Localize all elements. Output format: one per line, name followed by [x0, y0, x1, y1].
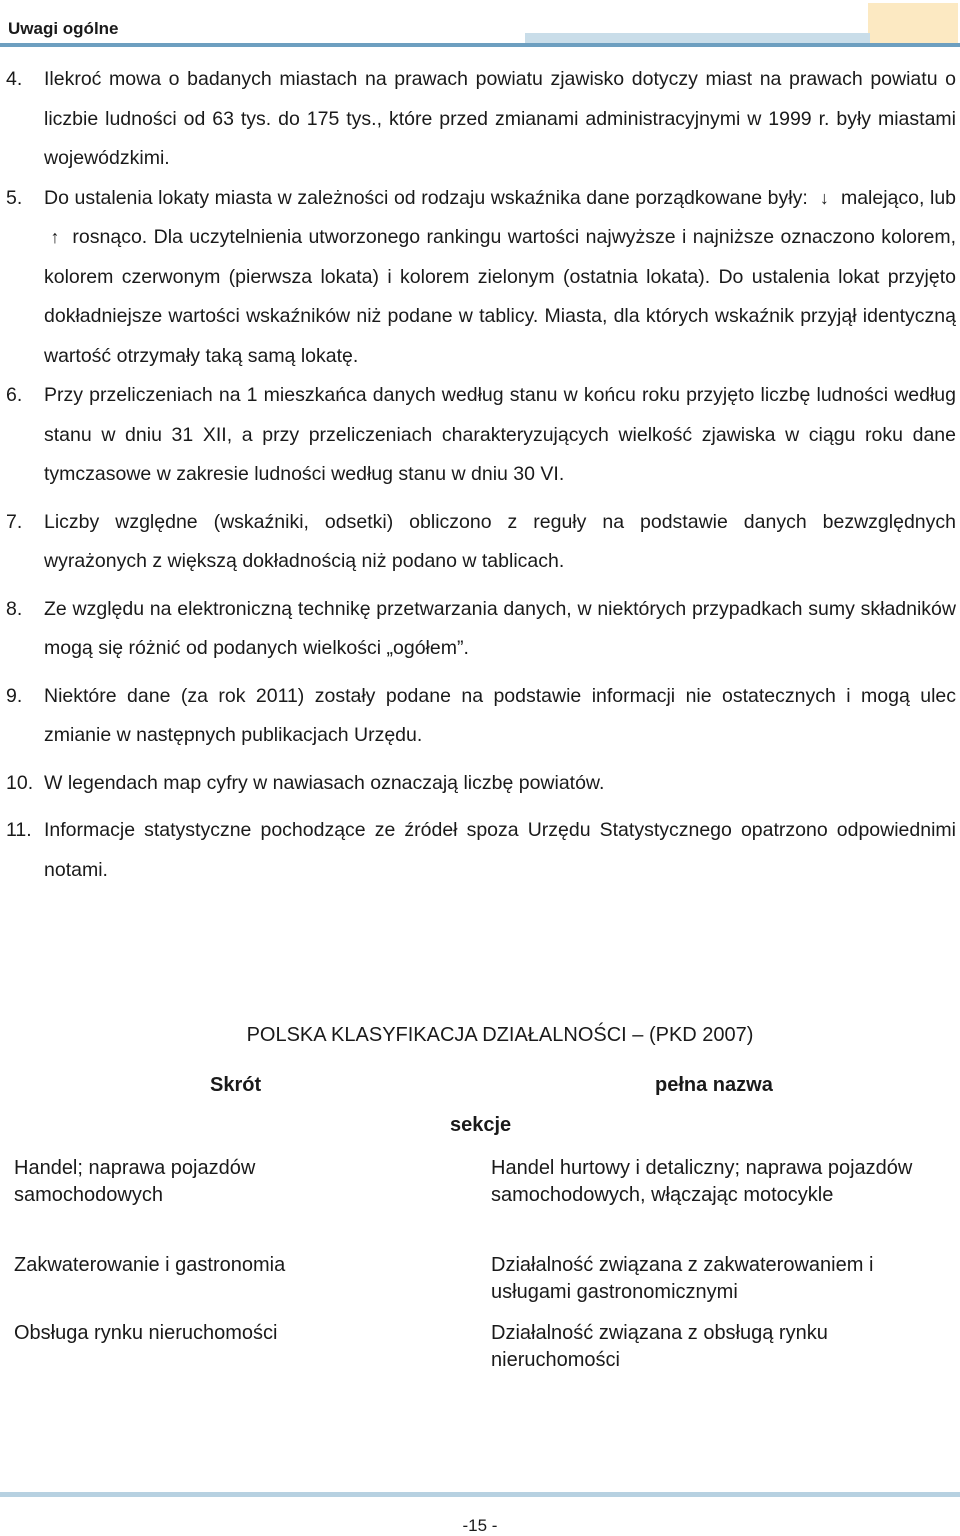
- note-8: [0, 590, 960, 669]
- pkd-full-name: Działalność związana z obsługą rynku nieruchomości: [491, 1322, 828, 1371]
- note-number: 5.: [6, 186, 23, 209]
- header-accent-bar: [525, 33, 870, 43]
- pkd-short-name: Handel; naprawa pojazdów samochodowych: [14, 1157, 256, 1206]
- note-9: [0, 677, 960, 756]
- note-text: Informacje statystyczne pochodzące ze źródeł spoza Urzędu Statystycznego opatrzono odpowiednimi notami.: [44, 819, 956, 881]
- arrow-up-icon: ↑: [50, 227, 60, 247]
- note-11: [0, 811, 960, 890]
- header-accent-box: [868, 3, 958, 43]
- pkd-full-name: Handel hurtowy i detaliczny; naprawa pojazdów samochodowych, włączając motocykle: [491, 1157, 913, 1206]
- pkd-full-name: Działalność związana z zakwaterowaniem i usługami gastronomicznymi: [491, 1254, 874, 1303]
- notes-list: [0, 60, 960, 890]
- note-10: [0, 764, 960, 804]
- note-text: malejąco, lub: [840, 186, 957, 209]
- header-rule: [0, 43, 960, 47]
- note-number: 11.: [6, 819, 32, 841]
- note-number: 8.: [6, 597, 23, 620]
- pkd-short-name: Zakwaterowanie i gastronomia: [14, 1254, 286, 1276]
- pkd-title: POLSKA KLASYFIKACJA DZIAŁALNOŚCI – (PKD 2007): [246, 1024, 754, 1046]
- note-number: 7.: [6, 510, 23, 533]
- note-text: Ze względu na elektroniczną technikę przetwarzania danych, w niektórych przypadkach sumy składników mogą się różnić od podanych wielkości „ogółem”.: [44, 597, 956, 659]
- section-title: Uwagi ogólne: [8, 19, 119, 38]
- sections-label: sekcje: [450, 1114, 512, 1136]
- note-5: [0, 179, 960, 377]
- column-header-short: Skrót: [210, 1074, 262, 1096]
- arrow-down-icon: ↓: [819, 187, 829, 208]
- note-text: Przy przeliczeniach na 1 mieszkańca danych według stanu w końcu roku przyjęto liczbę ludności według stanu w dniu 31 XII, a przy przeliczeniach charakteryzujących wielkość zjawiska w ciągu roku dane tymczasowe w zakresie ludności według stanu w dniu 30 VI.: [44, 384, 956, 485]
- note-number: 9.: [6, 684, 23, 707]
- page-number: -15 -: [462, 1516, 498, 1535]
- note-number: 10.: [6, 771, 34, 794]
- note-text: Ilekroć mowa o badanych miastach na prawach powiatu zjawisko dotyczy miast na prawach powiatu o liczbie ludności od 63 tys. do 175 tys., które przed zmianami administracyjnymi w 1999 r. były miastami wojewódzkimi.: [44, 68, 956, 169]
- pkd-short-name: Obsługa rynku nieruchomości: [14, 1322, 278, 1344]
- note-number: 4.: [6, 68, 23, 90]
- note-number: 6.: [6, 384, 23, 406]
- note-text: Liczby względne (wskaźniki, odsetki) obliczono z reguły na podstawie danych bezwzględnych wyrażonych z większą dokładnością niż podano w tablicach.: [44, 510, 956, 572]
- note-text: Do ustalenia lokaty miasta w zależności od rodzaju wskaźnika dane porządkowane były:: [44, 186, 808, 209]
- note-text: rosnąco. Dla uczytelnienia utworzonego rankingu wartości najwyższe i najniższe oznaczono kolorem, kolorem czerwonym (pierwsza lokata) i kolorem zielonym (ostatnia lokata). Do ustalenia lokat przyjęto dokładniejsze wartości wskaźników niż podane w tablicy. Miasta, dla których wskaźnik przyjął identyczną wartość otrzymały taką samą lokatę.: [44, 226, 956, 367]
- note-7: [0, 503, 960, 582]
- column-header-full: pełna nazwa: [655, 1074, 773, 1096]
- note-text: W legendach map cyfry w nawiasach oznaczają liczbę powiatów.: [44, 771, 605, 794]
- note-6: [0, 376, 960, 495]
- note-4: [0, 60, 960, 179]
- note-text: Niektóre dane (za rok 2011) zostały podane na podstawie informacji nie ostatecznych i mogą ulec zmianie w następnych publikacjach Urzędu.: [44, 684, 956, 746]
- footer-rule: [0, 1492, 960, 1497]
